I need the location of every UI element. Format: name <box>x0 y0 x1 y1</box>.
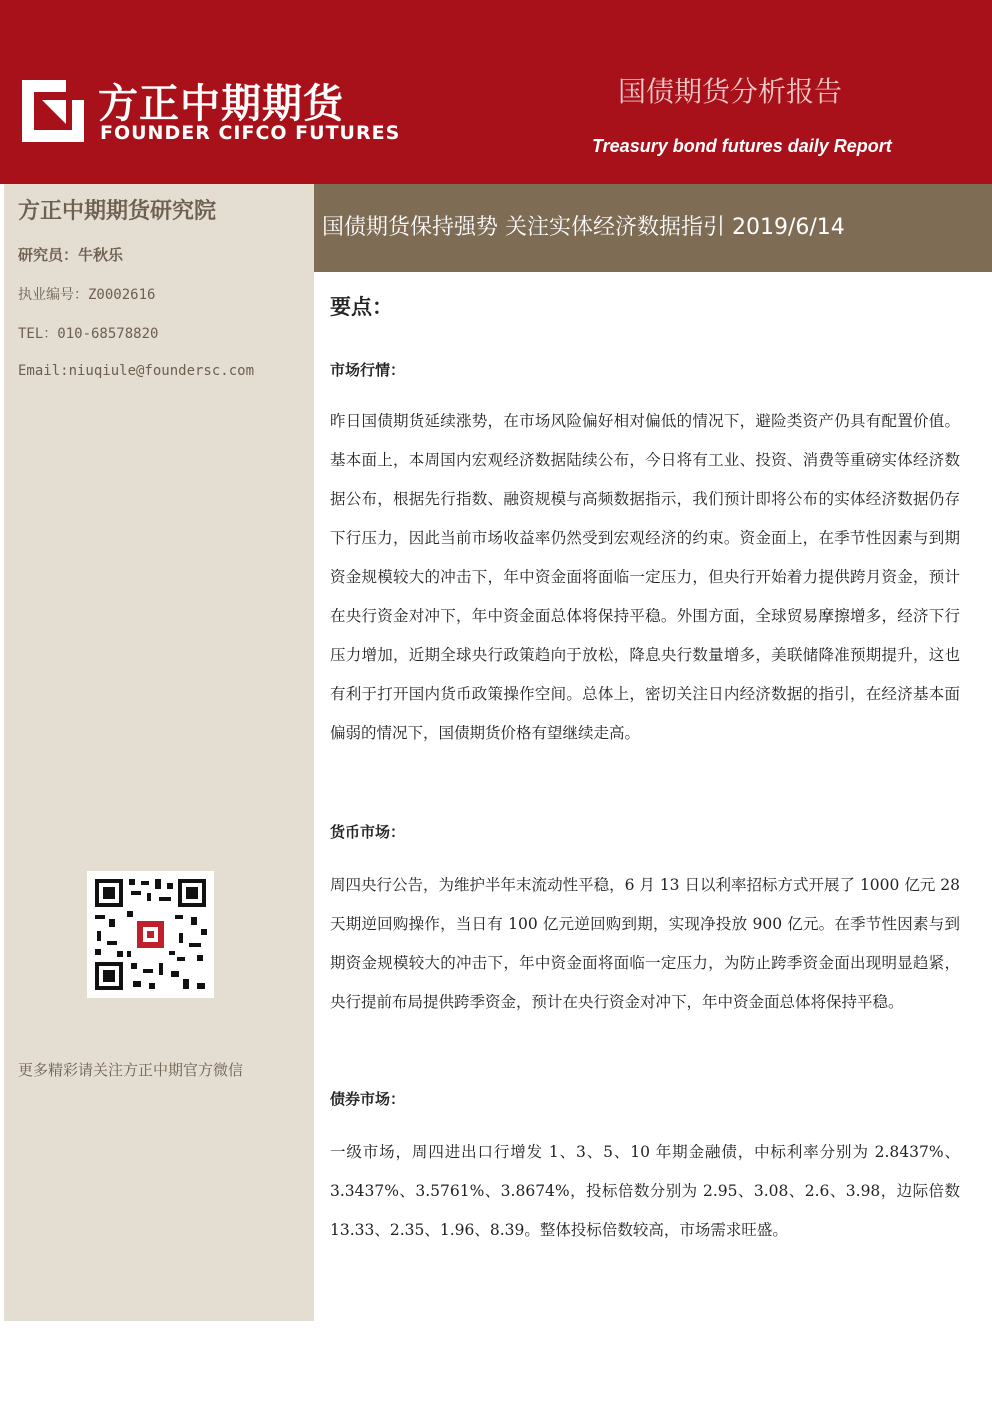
headline-title: 国债期货保持强势 关注实体经济数据指引 2019/6/14 <box>322 215 845 240</box>
license-number: 执业编号：Z0002616 <box>18 287 156 303</box>
qr-code-image <box>87 871 214 998</box>
report-title: 国债期货分析报告 <box>618 75 843 108</box>
researcher-name: 研究员：牛秋乐 <box>18 246 124 264</box>
money-market-paragraph: 周四央行公告，为维护半年末流动性平稳，6 月 13 日以利率招标方式开展了 1000 亿元 28 天期逆回购操作，当日有 100 亿元逆回购到期，实现净投放 900 亿元。在季节性因素与到期资金规模较大的冲击下，年中资金面将面临一定压力，为防止跨季资金面出现明显趋紧，央行提前布局提供跨季资金，预计在央行资金对冲下，年中资金面总体将保持平稳。 <box>330 876 960 1011</box>
bond-market-heading: 债券市场： <box>330 1090 406 1108</box>
company-logo-en: FOUNDER CIFCO FUTURES <box>100 122 401 144</box>
market-heading: 市场行情： <box>330 361 406 379</box>
institute-name: 方正中期期货研究院 <box>18 199 217 224</box>
qr-caption: 更多精彩请关注方正中期官方微信 <box>18 1061 244 1079</box>
bond-market-paragraph: 一级市场，周四进出口行增发 1、3、5、10 年期金融债，中标利率分别为 2.8437%、3.3437%、3.5761%、3.8674%，投标倍数分别为 2.95、3.08、2.6、3.98，边际倍数 13.33、2.35、1.96、8.39。整体投标倍数较高，市场需求旺盛。 <box>330 1143 960 1239</box>
company-logo-text: 方正中期期货 <box>98 81 344 127</box>
sidebar <box>4 184 314 1321</box>
money-market-heading: 货币市场： <box>330 823 406 841</box>
market-paragraph: 昨日国债期货延续涨势，在市场风险偏好相对偏低的情况下，避险类资产仍具有配置价值。基本面上，本周国内宏观经济数据陆续公布，今日将有工业、投资、消费等重磅实体经济数据公布，根据先行指数、融资规模与高频数据指示，我们预计即将公布的实体经济数据仍存下行压力，因此当前市场收益率仍然受到宏观经济的约束。资金面上，在季节性因素与到期资金规模较大的冲击下，年中资金面将面临一定压力，但央行开始着力提供跨月资金，预计在央行资金对冲下，年中资金面总体将保持平稳。外围方面，全球贸易摩擦增多，经济下行压力增加，近期全球央行政策趋向于放松，降息央行数量增多，美联储降准预期提升，这也有利于打开国内货币政策操作空间。总体上，密切关注日内经济数据的指引，在经济基本面偏弱的情况下，国债期货价格有望继续走高。 <box>330 412 960 742</box>
founder-logo-icon <box>22 80 84 142</box>
key-points-heading: 要点： <box>330 295 393 319</box>
report-subtitle: Treasury bond futures daily Report <box>592 136 892 156</box>
telephone: TEL：010-68578820 <box>18 326 159 342</box>
email-link[interactable]: Email:niuqiule@foundersc.com <box>18 363 255 379</box>
